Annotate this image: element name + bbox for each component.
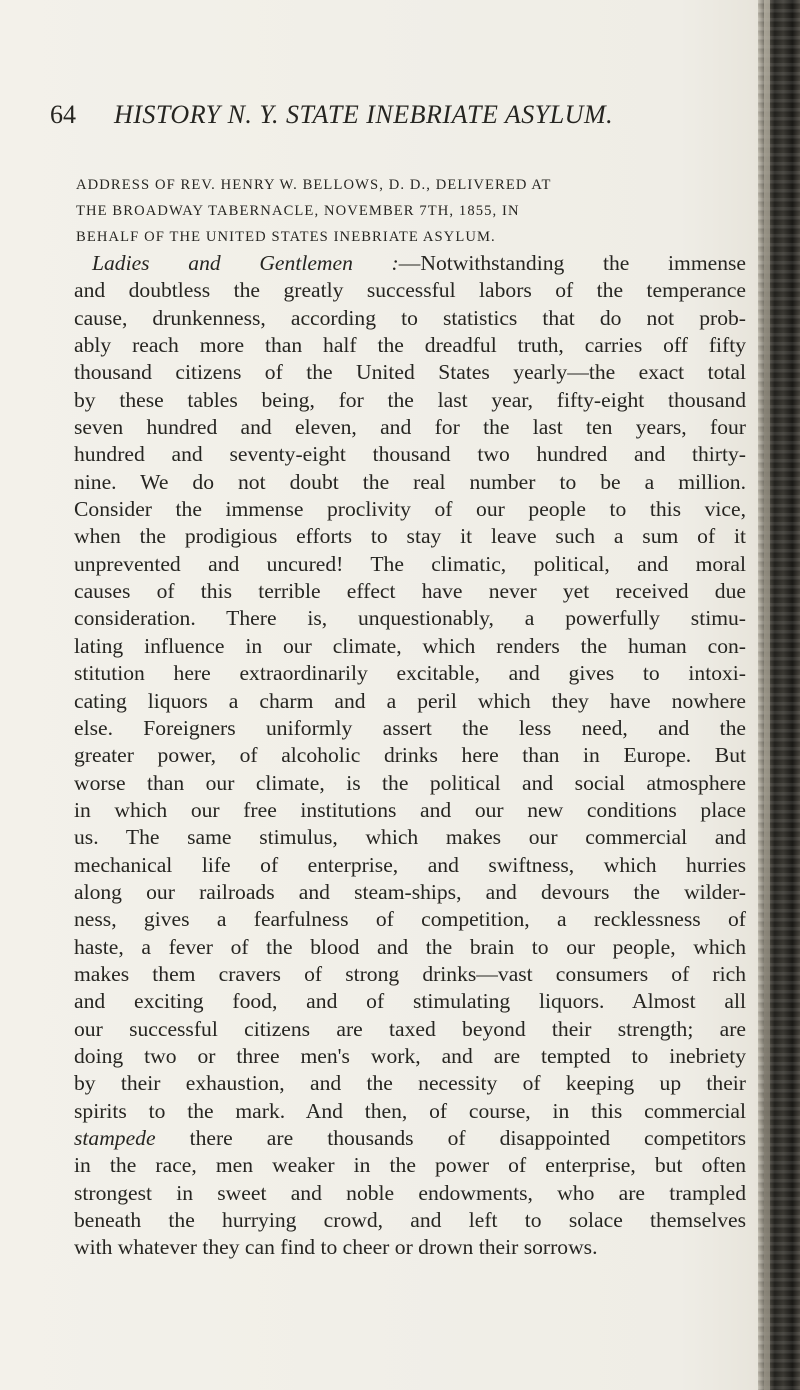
text-line: seven hundred and eleven, and for the last ten years, four <box>74 415 746 440</box>
text-line: beneath the hurrying crowd, and left to solace themselves <box>74 1208 746 1233</box>
text-line: ably reach more than half the dreadful truth, carries off fifty <box>74 333 746 358</box>
text-line <box>74 1125 746 1152</box>
text-line: in the race, men weaker in the power of enterprise, but often <box>74 1153 746 1178</box>
text-line: hundred and seventy-eight thousand two hundred and thirty- <box>74 442 746 467</box>
running-head <box>50 98 730 134</box>
text-line: spirits to the mark. And then, of course, in this commercial <box>74 1098 746 1123</box>
text-line: haste, a fever of the blood and the brain to our people, which <box>74 934 746 959</box>
text-line: makes them cravers of strong drinks—vast consumers of rich <box>74 961 746 986</box>
text-line: us. The same stimulus, which makes our commercial and <box>74 825 746 850</box>
text-line: and exciting food, and of stimulating liquors. Almost all <box>74 989 746 1014</box>
address-heading <box>76 172 744 250</box>
text-line: when the prodigious efforts to stay it leave such a sum of it <box>74 524 746 549</box>
book-binding-edge <box>758 0 800 1390</box>
text-line: causes of this terrible effect have never yet received due <box>74 579 746 604</box>
text-line <box>74 250 746 277</box>
text-line: worse than our climate, is the political and social atmosphere <box>74 770 746 795</box>
text-line: and doubtless the greatly successful labors of the temperance <box>74 278 746 303</box>
text-line: strongest in sweet and noble endowments, who are trampled <box>74 1180 746 1205</box>
text-line: unprevented and uncured! The climatic, political, and moral <box>74 551 746 576</box>
salutation: Ladies and Gentlemen : <box>92 251 399 275</box>
address-heading-line: BEHALF OF THE UNITED STATES INEBRIATE ASYLUM. <box>76 229 496 245</box>
text-line: Consider the immense proclivity of our people to this vice, <box>74 497 746 522</box>
text-line: thousand citizens of the United States yearly—the exact total <box>74 360 746 385</box>
text-line-rest: —Notwithstanding the immense <box>398 251 746 275</box>
address-heading-line: ADDRESS OF REV. HENRY W. BELLOWS, D. D., DELIVERED AT <box>76 177 552 193</box>
text-line: else. Foreigners uniformly assert the less need, and the <box>74 715 746 740</box>
text-line: cause, drunkenness, according to statistics that do not prob- <box>74 305 746 330</box>
text-line: by these tables being, for the last year, fifty-eight thousand <box>74 387 746 412</box>
text-line: with whatever they can find to cheer or drown their sorrows. <box>74 1235 598 1260</box>
page-number: 64 <box>50 100 76 129</box>
text-line: along our railroads and steam-ships, and devours the wilder- <box>74 879 746 904</box>
text-line: greater power, of alcoholic drinks here than in Europe. But <box>74 743 746 768</box>
text-line: nine. We do not doubt the real number to be a million. <box>74 469 746 494</box>
text-line: stitution here extraordinarily excitable, and gives to intoxi- <box>74 661 746 686</box>
body-paragraph <box>74 250 746 1262</box>
text-line: mechanical life of enterprise, and swiftness, which hurries <box>74 852 746 877</box>
italic-word: stampede <box>74 1126 156 1150</box>
text-line: in which our free institutions and our new conditions place <box>74 797 746 822</box>
text-line-rest: there are thousands of disappointed competitors <box>155 1126 746 1150</box>
text-line: ness, gives a fearfulness of competition, a recklessness of <box>74 907 746 932</box>
text-line: our successful citizens are taxed beyond their strength; are <box>74 1016 746 1041</box>
text-line: by their exhaustion, and the necessity of keeping up their <box>74 1071 746 1096</box>
text-line: consideration. There is, unquestionably, a powerfully stimu- <box>74 606 746 631</box>
text-line: cating liquors a charm and a peril which they have nowhere <box>74 688 746 713</box>
text-line: lating influence in our climate, which renders the human con- <box>74 633 746 658</box>
text-line: doing two or three men's work, and are tempted to inebriety <box>74 1043 746 1068</box>
address-heading-line: THE BROADWAY TABERNACLE, NOVEMBER 7TH, 1855, IN <box>76 203 520 219</box>
running-title: HISTORY N. Y. STATE INEBRIATE ASYLUM. <box>114 100 614 129</box>
